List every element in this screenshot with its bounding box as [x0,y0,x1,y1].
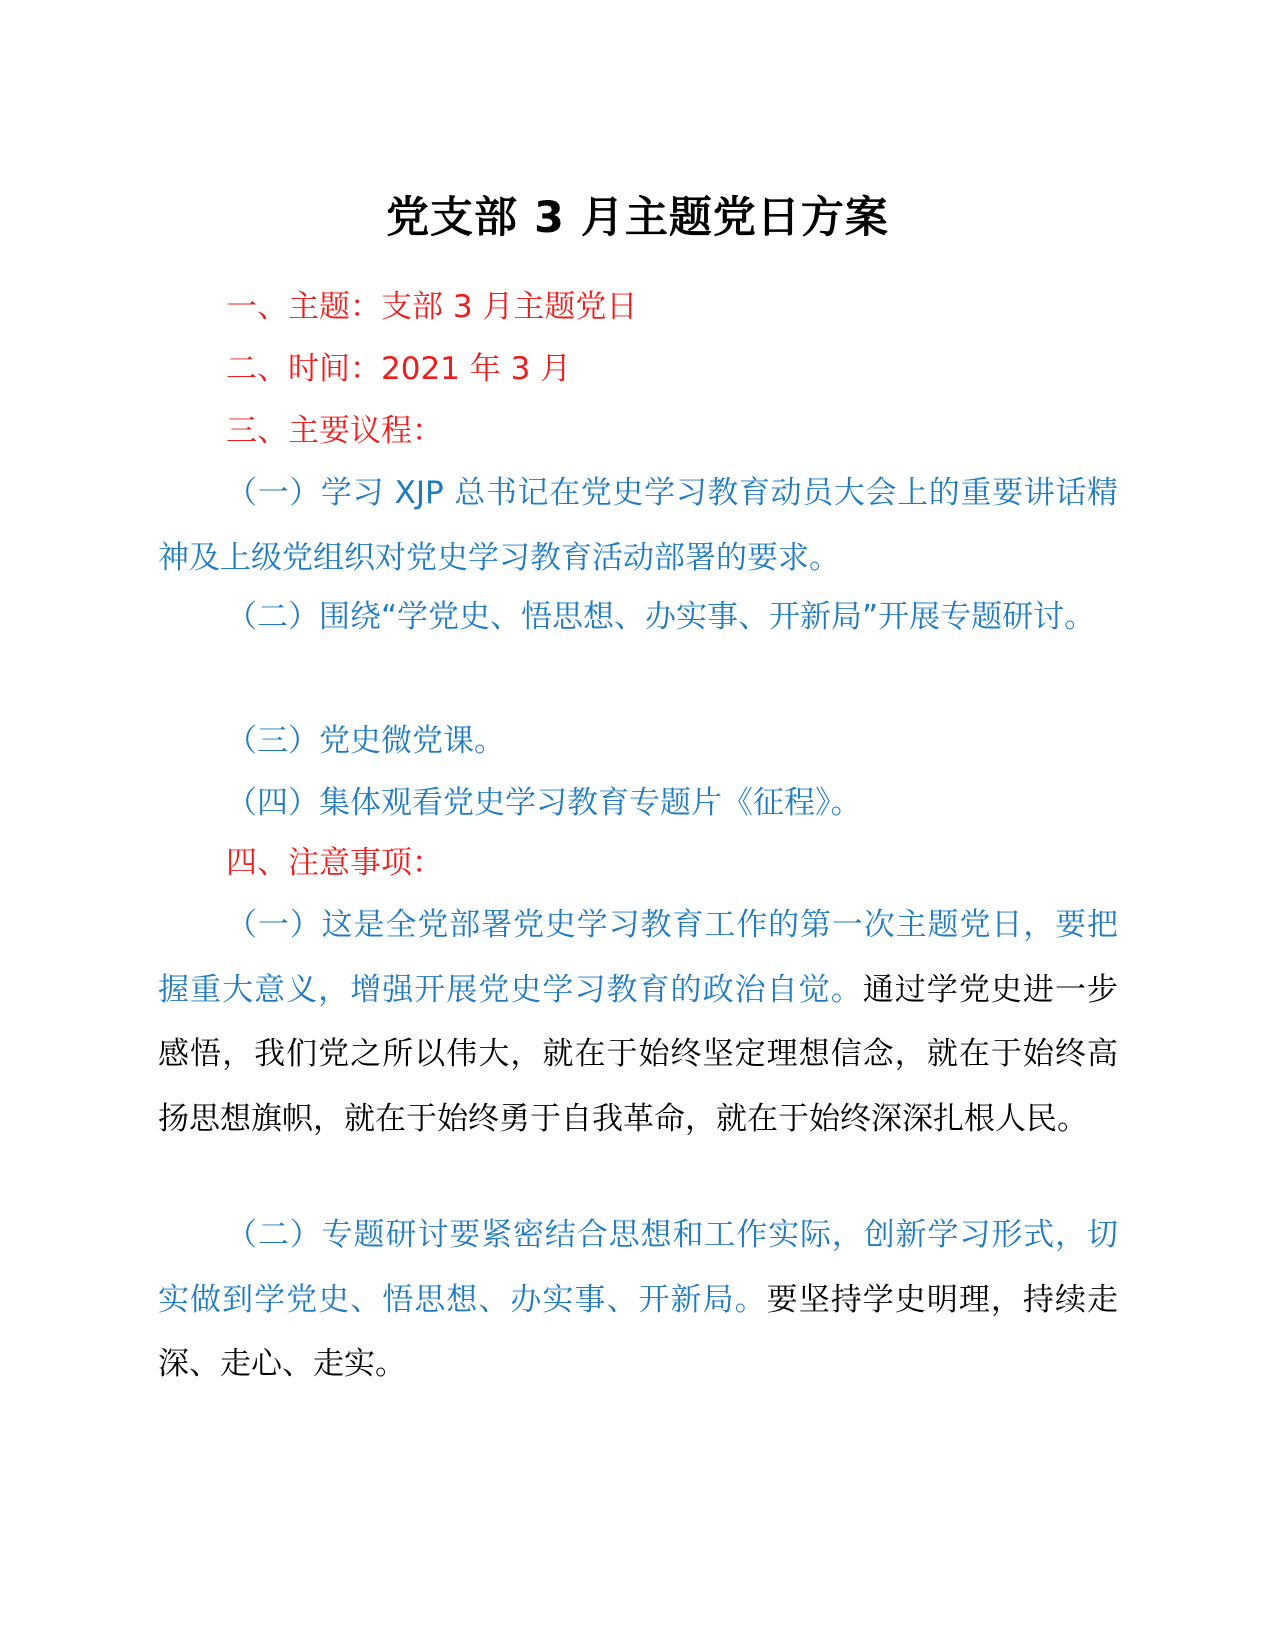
note-item-2-body: 要坚持学史明理，持续走深、走心、走实。 [158,1281,1119,1382]
note-item-1 [158,893,1118,1151]
document-title: 党支部 3 月主题党日方案 [386,193,889,243]
heading-agenda: 三、主要议程： [226,413,443,449]
agenda-item-3: （三）党史微党课。 [226,723,505,759]
note-item-1-highlight: （一）这是全党部署党史学习教育工作的第一次主题党日，要把握重大意义，增强开展党史学习教育的政治自觉。 [158,907,1118,1008]
agenda-item-4: （四）集体观看党史学习教育专题片《征程》。 [226,785,862,821]
heading-notes: 四、注意事项： [226,845,443,881]
note-item-1-body: 通过学党史进一步感悟，我们党之所以伟大，就在于始终坚定理想信念，就在于始终高扬思想旗帜，就在于始终勇于自我革命，就在于始终深深扎根人民。 [158,971,1119,1137]
note-item-2 [158,1203,1118,1397]
heading-theme: 一、主题：支部 3 月主题党日 [226,289,638,325]
agenda-item-2: （二）围绕“学党史、悟思想、办实事、开新局”开展专题研讨。 [226,599,1096,635]
agenda-item-1: （一）学习 XJP 总书记在党史学习教育动员大会上的重要讲话精神及上级党组织对党史学习教育活动部署的要求。 [158,475,1118,576]
note-item-2-highlight: （二）专题研讨要紧密结合思想和工作实际，创新学习形式，切实做到学党史、悟思想、办实事、开新局。 [158,1217,1118,1318]
heading-time: 二、时间：2021 年 3 月 [226,351,572,387]
